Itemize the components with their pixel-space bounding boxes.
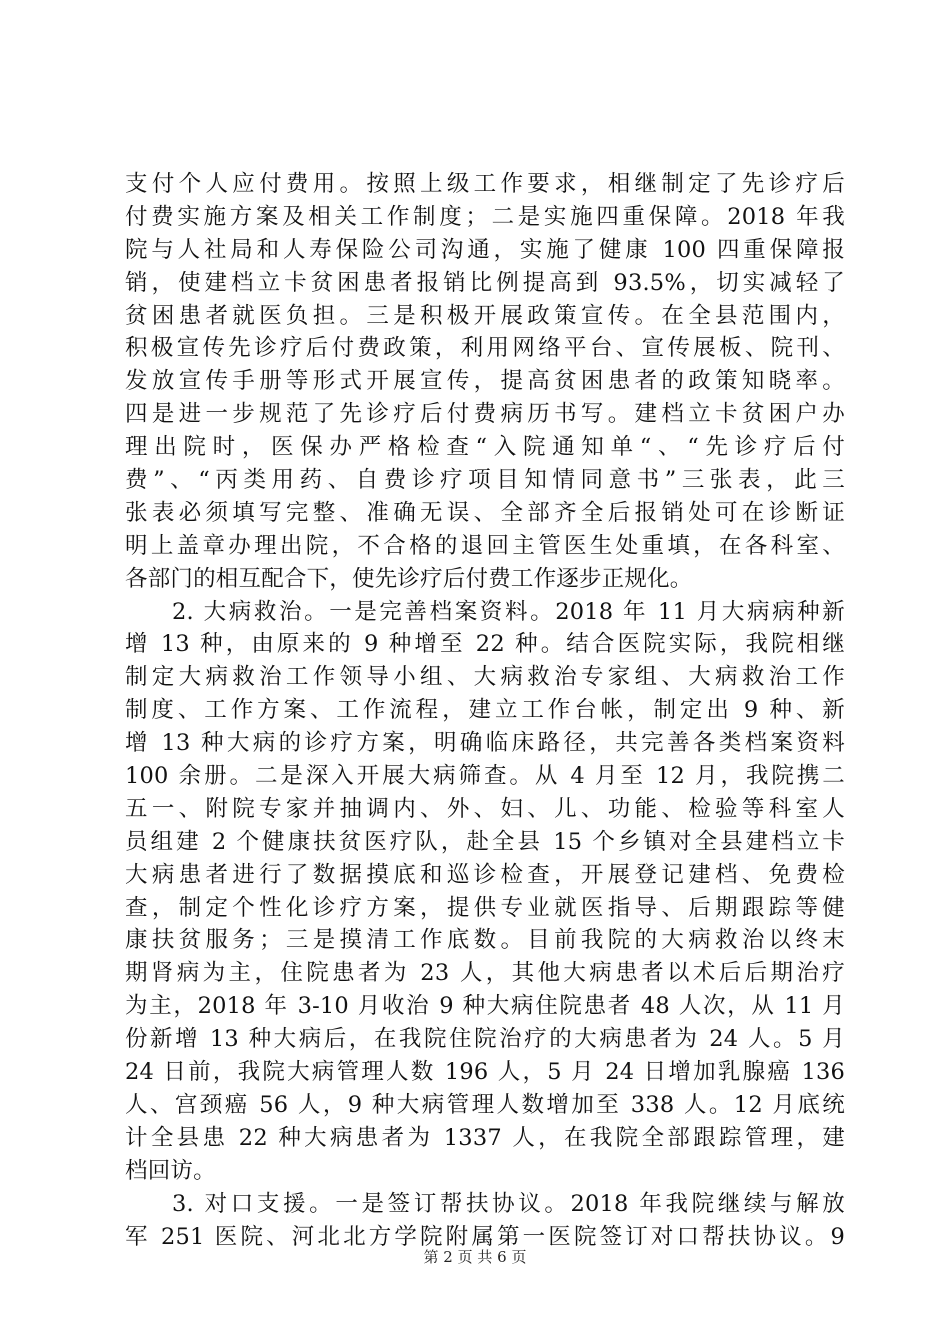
text-line: 理出院时，医保办严格检查“入院通知单“、“先诊疗后付 (125, 434, 845, 461)
text-line: 支付个人应付费用。按照上级工作要求，相继制定了先诊疗后 (125, 171, 845, 197)
text-line: 制度、工作方案、工作流程，建立工作台帐，制定出 9 种、新 (125, 697, 845, 724)
page-footer: 第 2 页 共 6 页 (423, 1248, 527, 1266)
text-line: 积极宣传先诊疗后付费政策，利用网络平台、宣传展板、院刊、 (125, 335, 845, 362)
text-line: 张表必须填写完整、准确无误、全部齐全后报销处可在诊断证 (125, 499, 845, 526)
text-line: 员组建 2 个健康扶贫医疗队，赴全县 15 个乡镇对全县建档立卡 (125, 828, 845, 855)
text-line: 2. 大病救治。一是完善档案资料。2018 年 11 月大病病种新 (172, 598, 845, 625)
text-line: 为主，2018 年 3-10 月收治 9 种大病住院患者 48 人次，从 11 月 (125, 993, 845, 1020)
text-line: 计全县患 22 种大病患者为 1337 人，在我院全部跟踪管理，建 (125, 1124, 845, 1151)
text-line: 各部门的相互配合下，使先诊疗后付费工作逐步正规化。 (125, 565, 693, 592)
text-line: 3. 对口支援。一是签订帮扶协议。2018 年我院继续与解放 (172, 1190, 845, 1217)
text-line: 付费实施方案及相关工作制度；二是实施四重保障。2018 年我 (125, 203, 845, 230)
text-line: 档回访。 (125, 1157, 216, 1184)
text-line: 大病患者进行了数据摸底和巡诊检查，开展登记建档、免费检 (125, 861, 845, 888)
text-line: 24 日前，我院大病管理人数 196 人，5 月 24 日增加乳腺癌 136 (125, 1059, 845, 1086)
text-line: 明上盖章办理出院，不合格的退回主管医生处重填，在各科室、 (125, 532, 845, 559)
text-line: 五一、附院专家并抽调内、外、妇、儿、功能、检验等科室人 (125, 795, 845, 822)
text-line: 院与人社局和人寿保险公司沟通，实施了健康 100 四重保障报 (125, 236, 845, 263)
text-line: 销，使建档立卡贫困患者报销比例提高到 93.5%，切实减轻了 (125, 269, 845, 296)
text-line: 增 13 种，由原来的 9 种增至 22 种。结合医院实际，我院相继 (125, 631, 845, 658)
text-line: 人、宫颈癌 56 人，9 种大病管理人数增加至 338 人。12 月底统 (125, 1091, 845, 1118)
text-line: 费”、“丙类用药、自费诊疗项目知情同意书”三张表，此三 (125, 467, 845, 494)
text-line: 期肾病为主，住院患者为 23 人，其他大病患者以术后后期治疗 (125, 960, 845, 987)
text-line: 四是进一步规范了先诊疗后付费病历书写。建档立卡贫困户办 (125, 401, 845, 428)
body-text (125, 168, 845, 1253)
text-line: 军 251 医院、河北北方学院附属第一医院签订对口帮扶协议。9 (125, 1223, 845, 1250)
text-line: 康扶贫服务；三是摸清工作底数。目前我院的大病救治以终末 (125, 927, 845, 954)
text-line: 制定大病救治工作领导小组、大病救治专家组、大病救治工作 (125, 664, 845, 691)
text-line: 发放宣传手册等形式开展宣传，提高贫困患者的政策知晓率。 (125, 368, 845, 395)
text-line: 查，制定个性化诊疗方案，提供专业就医指导、后期跟踪等健 (125, 894, 845, 921)
text-line: 增 13 种大病的诊疗方案，明确临床路径，共完善各类档案资料 (125, 730, 845, 757)
text-line: 100 余册。二是深入开展大病筛查。从 4 月至 12 月，我院携二 (125, 763, 845, 790)
text-line: 份新增 13 种大病后，在我院住院治疗的大病患者为 24 人。5 月 (125, 1026, 845, 1053)
text-line: 贫困患者就医负担。三是积极开展政策宣传。在全县范围内， (125, 302, 845, 329)
